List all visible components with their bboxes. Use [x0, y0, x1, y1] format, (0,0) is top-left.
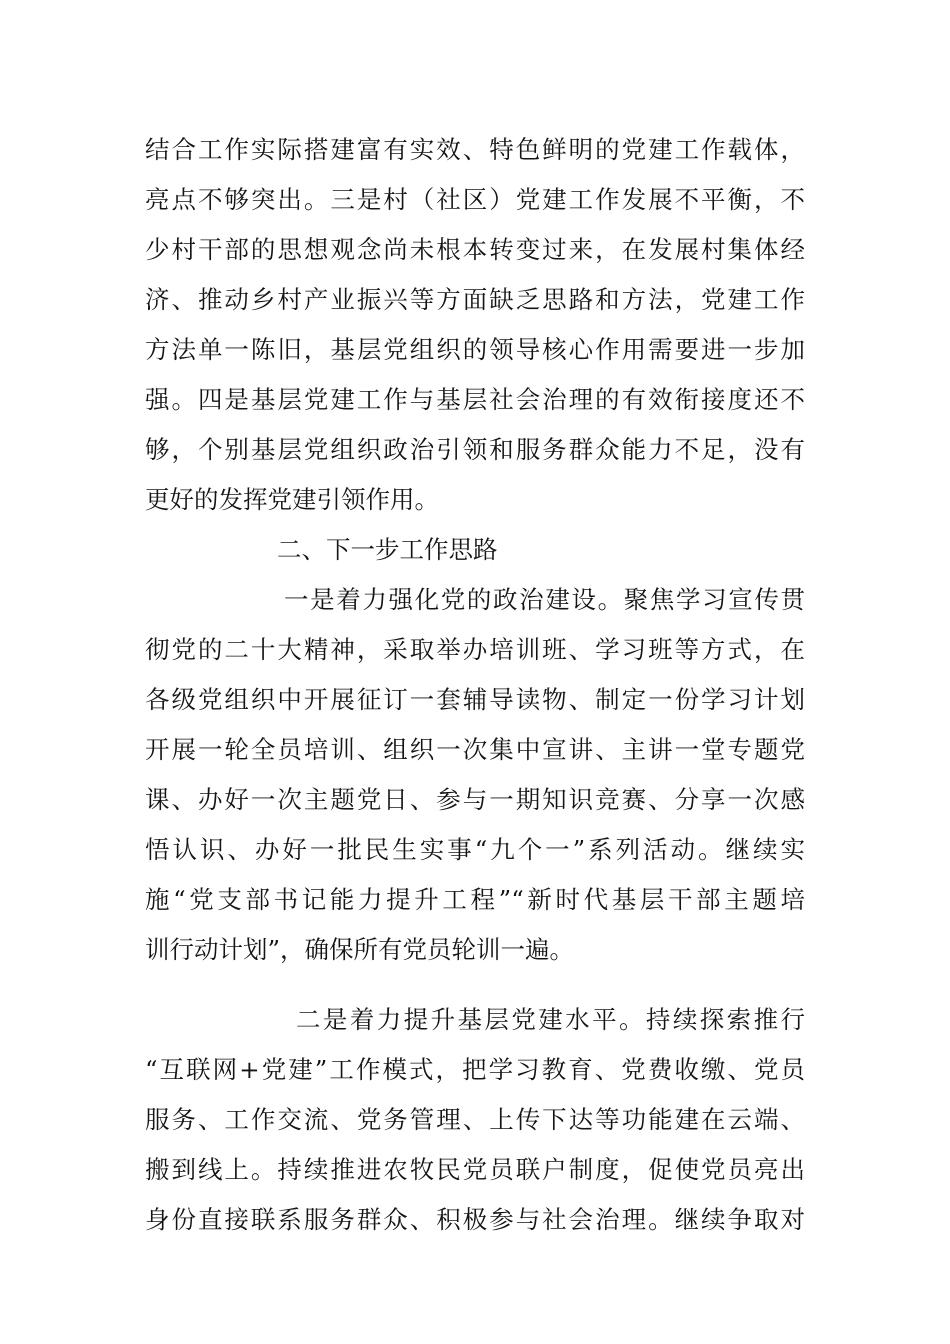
paragraph-3-line-2: “互联网+党建”工作模式，把学习教育、党费收缴、党员: [145, 1055, 805, 1084]
paragraph-1-line-5: 方法单一陈旧，基层党组织的领导核心作用需要进一步加: [145, 335, 805, 364]
paragraph-2-line-8: 训行动计划”，确保所有党员轮训一遍。: [145, 935, 575, 964]
paragraph-1-line-6: 强。四是基层党建工作与基层社会治理的有效衔接度还不: [145, 385, 805, 414]
paragraph-1-line-4: 济、推动乡村产业振兴等方面缺乏思路和方法，党建工作: [145, 285, 805, 314]
paragraph-2-line-4: 开展一轮全员培训、组织一次集中宣讲、主讲一堂专题党: [145, 735, 805, 764]
paragraph-2-line-7: 施“党支部书记能力提升工程”“新时代基层干部主题培: [145, 885, 805, 914]
paragraph-3-line-5: 身份直接联系服务群众、积极参与社会治理。继续争取对: [145, 1205, 805, 1234]
paragraph-2-line-6: 悟认识、办好一批民生实事“九个一”系列活动。继续实: [145, 835, 805, 864]
paragraph-2-line-1: 一是着力强化党的政治建设。聚焦学习宣传贯: [284, 585, 805, 614]
paragraph-1-line-1: 结合工作实际搭建富有实效、特色鲜明的党建工作载体，: [145, 135, 805, 164]
paragraph-1-line-3: 少村干部的思想观念尚未根本转变过来，在发展村集体经: [145, 235, 805, 264]
paragraph-3-line-4: 搬到线上。持续推进农牧民党员联户制度，促使党员亮出: [145, 1155, 805, 1184]
paragraph-1-line-7: 够，个别基层党组织政治引领和服务群众能力不足，没有: [145, 435, 805, 464]
paragraph-1-line-2: 亮点不够突出。三是村（社区）党建工作发展不平衡，不: [145, 185, 805, 214]
section-heading: 二、下一步工作思路: [277, 535, 498, 564]
paragraph-3-line-3: 服务、工作交流、党务管理、上传下达等功能建在云端、: [145, 1105, 805, 1134]
paragraph-2-line-2: 彻党的二十大精神，采取举办培训班、学习班等方式，在: [145, 635, 805, 664]
paragraph-1-line-8: 更好的发挥党建引领作用。: [145, 485, 439, 514]
paragraph-2-line-3: 各级党组织中开展征订一套辅导读物、制定一份学习计划: [145, 685, 805, 714]
paragraph-3-line-1: 二是着力提升基层党建水平。持续探索推行: [296, 1005, 805, 1034]
paragraph-2-line-5: 课、办好一次主题党日、参与一期知识竞赛、分享一次感: [145, 785, 805, 814]
